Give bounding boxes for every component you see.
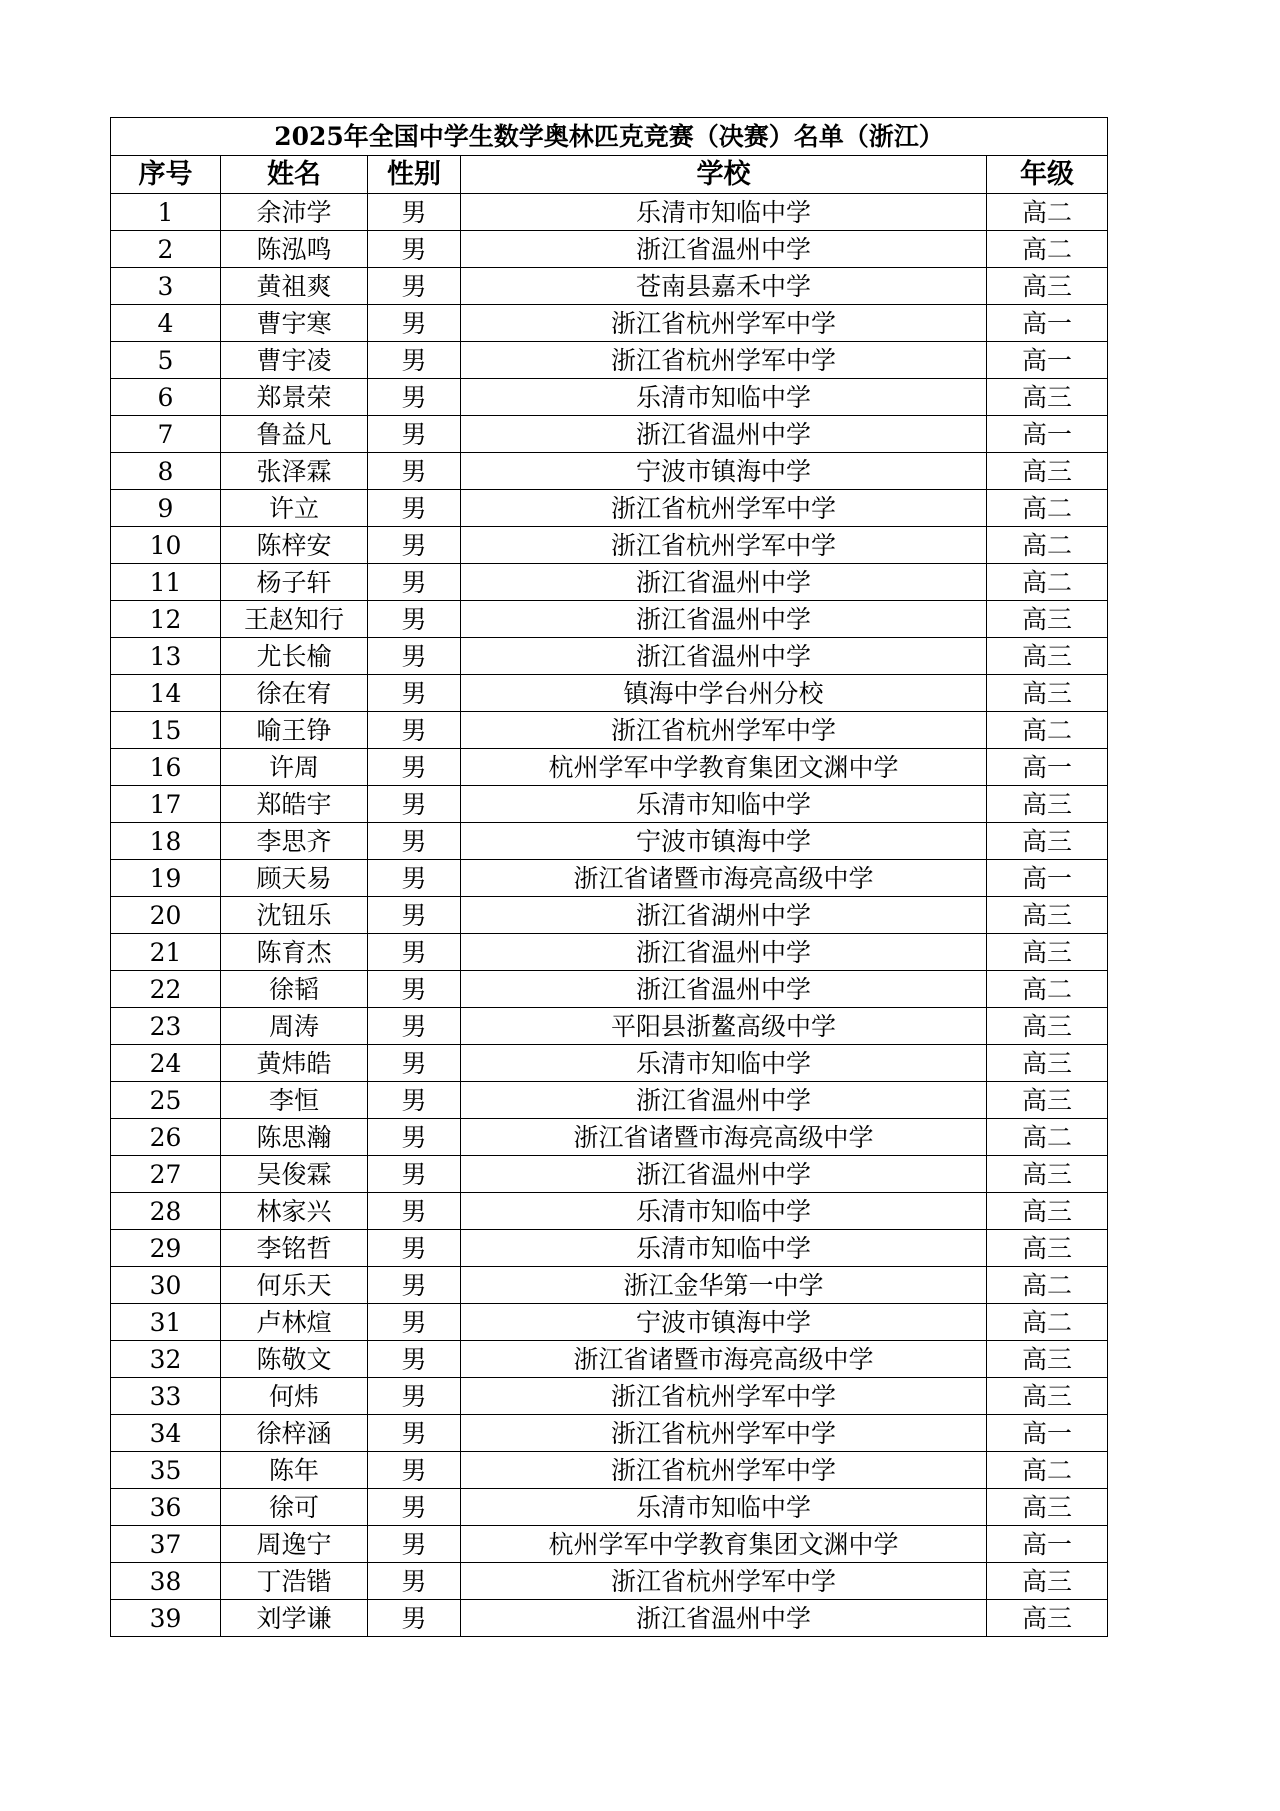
cell-sex: 男	[368, 1193, 461, 1230]
table-row	[111, 268, 1108, 305]
cell-grade: 高三	[987, 1045, 1108, 1082]
cell-name: 王赵知行	[221, 601, 368, 638]
cell-no: 22	[111, 971, 221, 1008]
cell-grade: 高三	[987, 453, 1108, 490]
cell-name: 郑皓宇	[221, 786, 368, 823]
cell-school: 镇海中学台州分校	[461, 675, 987, 712]
cell-school: 浙江省杭州学军中学	[461, 527, 987, 564]
table-row	[111, 1378, 1108, 1415]
cell-name: 陈年	[221, 1452, 368, 1489]
table-row	[111, 1526, 1108, 1563]
cell-name: 周涛	[221, 1008, 368, 1045]
cell-name: 陈泓鸣	[221, 231, 368, 268]
header-grade: 年级	[987, 156, 1108, 194]
cell-sex: 男	[368, 231, 461, 268]
cell-name: 刘学谦	[221, 1600, 368, 1637]
cell-no: 12	[111, 601, 221, 638]
table-row	[111, 416, 1108, 453]
cell-name: 李思齐	[221, 823, 368, 860]
cell-school: 乐清市知临中学	[461, 1045, 987, 1082]
cell-school: 宁波市镇海中学	[461, 1304, 987, 1341]
cell-name: 张泽霖	[221, 453, 368, 490]
cell-grade: 高三	[987, 1193, 1108, 1230]
cell-no: 34	[111, 1415, 221, 1452]
cell-grade: 高一	[987, 416, 1108, 453]
table-row	[111, 231, 1108, 268]
header-sex: 性别	[368, 156, 461, 194]
cell-no: 32	[111, 1341, 221, 1378]
cell-name: 何乐天	[221, 1267, 368, 1304]
cell-no: 38	[111, 1563, 221, 1600]
cell-school: 乐清市知临中学	[461, 786, 987, 823]
cell-sex: 男	[368, 342, 461, 379]
cell-school: 浙江省温州中学	[461, 1156, 987, 1193]
cell-sex: 男	[368, 1452, 461, 1489]
cell-no: 3	[111, 268, 221, 305]
cell-name: 陈敬文	[221, 1341, 368, 1378]
cell-grade: 高三	[987, 786, 1108, 823]
cell-name: 吴俊霖	[221, 1156, 368, 1193]
table-row	[111, 490, 1108, 527]
cell-sex: 男	[368, 1267, 461, 1304]
cell-grade: 高三	[987, 638, 1108, 675]
cell-no: 9	[111, 490, 221, 527]
cell-sex: 男	[368, 897, 461, 934]
cell-no: 24	[111, 1045, 221, 1082]
table-row	[111, 1193, 1108, 1230]
cell-school: 浙江省杭州学军中学	[461, 490, 987, 527]
cell-school: 浙江省温州中学	[461, 934, 987, 971]
cell-sex: 男	[368, 1489, 461, 1526]
cell-no: 4	[111, 305, 221, 342]
cell-sex: 男	[368, 1415, 461, 1452]
cell-sex: 男	[368, 823, 461, 860]
cell-sex: 男	[368, 1378, 461, 1415]
cell-no: 31	[111, 1304, 221, 1341]
cell-name: 徐韬	[221, 971, 368, 1008]
cell-school: 乐清市知临中学	[461, 1489, 987, 1526]
cell-name: 李铭哲	[221, 1230, 368, 1267]
header-school: 学校	[461, 156, 987, 194]
table-row	[111, 1452, 1108, 1489]
cell-no: 19	[111, 860, 221, 897]
table-row	[111, 1563, 1108, 1600]
cell-no: 15	[111, 712, 221, 749]
cell-grade: 高三	[987, 1082, 1108, 1119]
cell-no: 1	[111, 194, 221, 231]
cell-grade: 高三	[987, 601, 1108, 638]
table-row	[111, 934, 1108, 971]
cell-sex: 男	[368, 1526, 461, 1563]
cell-name: 许周	[221, 749, 368, 786]
cell-no: 29	[111, 1230, 221, 1267]
cell-school: 平阳县浙鳌高级中学	[461, 1008, 987, 1045]
cell-sex: 男	[368, 305, 461, 342]
cell-name: 曹宇寒	[221, 305, 368, 342]
cell-sex: 男	[368, 1563, 461, 1600]
cell-grade: 高三	[987, 1600, 1108, 1637]
cell-no: 21	[111, 934, 221, 971]
cell-name: 许立	[221, 490, 368, 527]
table-row	[111, 786, 1108, 823]
cell-no: 23	[111, 1008, 221, 1045]
table-row	[111, 1008, 1108, 1045]
cell-grade: 高二	[987, 194, 1108, 231]
cell-no: 16	[111, 749, 221, 786]
cell-school: 浙江省杭州学军中学	[461, 305, 987, 342]
cell-grade: 高三	[987, 1008, 1108, 1045]
cell-no: 37	[111, 1526, 221, 1563]
cell-grade: 高一	[987, 860, 1108, 897]
cell-sex: 男	[368, 1341, 461, 1378]
cell-sex: 男	[368, 1082, 461, 1119]
cell-school: 浙江省温州中学	[461, 231, 987, 268]
cell-sex: 男	[368, 1119, 461, 1156]
cell-name: 鲁益凡	[221, 416, 368, 453]
cell-grade: 高二	[987, 564, 1108, 601]
cell-sex: 男	[368, 1230, 461, 1267]
cell-grade: 高一	[987, 342, 1108, 379]
cell-grade: 高三	[987, 1341, 1108, 1378]
cell-school: 乐清市知临中学	[461, 1193, 987, 1230]
table-row	[111, 1082, 1108, 1119]
cell-no: 36	[111, 1489, 221, 1526]
cell-sex: 男	[368, 638, 461, 675]
cell-school: 浙江省杭州学军中学	[461, 342, 987, 379]
cell-sex: 男	[368, 490, 461, 527]
cell-school: 浙江省诸暨市海亮高级中学	[461, 1119, 987, 1156]
cell-school: 乐清市知临中学	[461, 194, 987, 231]
cell-sex: 男	[368, 786, 461, 823]
cell-name: 林家兴	[221, 1193, 368, 1230]
cell-school: 浙江省诸暨市海亮高级中学	[461, 1341, 987, 1378]
table-row	[111, 1415, 1108, 1452]
table-row	[111, 1267, 1108, 1304]
cell-grade: 高三	[987, 675, 1108, 712]
cell-no: 7	[111, 416, 221, 453]
cell-school: 浙江省温州中学	[461, 1082, 987, 1119]
cell-school: 浙江省温州中学	[461, 1600, 987, 1637]
cell-sex: 男	[368, 749, 461, 786]
cell-school: 杭州学军中学教育集团文渊中学	[461, 749, 987, 786]
cell-grade: 高二	[987, 527, 1108, 564]
cell-no: 18	[111, 823, 221, 860]
cell-school: 浙江省杭州学军中学	[461, 1378, 987, 1415]
table-row	[111, 823, 1108, 860]
cell-grade: 高二	[987, 712, 1108, 749]
cell-grade: 高二	[987, 490, 1108, 527]
table-row	[111, 601, 1108, 638]
cell-grade: 高一	[987, 749, 1108, 786]
table-row	[111, 379, 1108, 416]
cell-sex: 男	[368, 860, 461, 897]
table-row	[111, 1156, 1108, 1193]
finalists-table	[110, 117, 1108, 1637]
cell-school: 乐清市知临中学	[461, 1230, 987, 1267]
cell-school: 浙江省温州中学	[461, 971, 987, 1008]
cell-no: 13	[111, 638, 221, 675]
cell-school: 浙江省诸暨市海亮高级中学	[461, 860, 987, 897]
cell-name: 何炜	[221, 1378, 368, 1415]
cell-grade: 高三	[987, 934, 1108, 971]
cell-no: 8	[111, 453, 221, 490]
cell-name: 曹宇凌	[221, 342, 368, 379]
cell-no: 14	[111, 675, 221, 712]
cell-no: 17	[111, 786, 221, 823]
cell-sex: 男	[368, 1008, 461, 1045]
cell-sex: 男	[368, 268, 461, 305]
cell-name: 丁浩锴	[221, 1563, 368, 1600]
cell-name: 杨子轩	[221, 564, 368, 601]
cell-school: 浙江省温州中学	[461, 601, 987, 638]
title-row	[111, 118, 1108, 156]
cell-sex: 男	[368, 971, 461, 1008]
table-row	[111, 897, 1108, 934]
cell-name: 尤长榆	[221, 638, 368, 675]
cell-sex: 男	[368, 1600, 461, 1637]
cell-name: 周逸宁	[221, 1526, 368, 1563]
cell-grade: 高二	[987, 971, 1108, 1008]
cell-grade: 高三	[987, 1489, 1108, 1526]
cell-no: 11	[111, 564, 221, 601]
cell-no: 20	[111, 897, 221, 934]
cell-grade: 高一	[987, 1415, 1108, 1452]
cell-name: 余沛学	[221, 194, 368, 231]
cell-sex: 男	[368, 675, 461, 712]
table-row	[111, 453, 1108, 490]
table-title: 2025年全国中学生数学奥林匹克竞赛（决赛）名单（浙江）	[111, 118, 1108, 156]
table-row	[111, 1489, 1108, 1526]
table-row	[111, 1045, 1108, 1082]
cell-no: 33	[111, 1378, 221, 1415]
cell-grade: 高三	[987, 1230, 1108, 1267]
table-row	[111, 1304, 1108, 1341]
cell-grade: 高三	[987, 823, 1108, 860]
cell-school: 宁波市镇海中学	[461, 453, 987, 490]
cell-grade: 高三	[987, 897, 1108, 934]
cell-school: 宁波市镇海中学	[461, 823, 987, 860]
cell-school: 浙江省温州中学	[461, 416, 987, 453]
cell-school: 浙江省杭州学军中学	[461, 1452, 987, 1489]
cell-sex: 男	[368, 527, 461, 564]
cell-sex: 男	[368, 1156, 461, 1193]
cell-school: 浙江省杭州学军中学	[461, 1415, 987, 1452]
cell-sex: 男	[368, 1045, 461, 1082]
cell-name: 黄炜皓	[221, 1045, 368, 1082]
cell-sex: 男	[368, 379, 461, 416]
table-row	[111, 194, 1108, 231]
cell-name: 徐可	[221, 1489, 368, 1526]
cell-grade: 高二	[987, 1452, 1108, 1489]
cell-grade: 高一	[987, 305, 1108, 342]
cell-name: 黄祖爽	[221, 268, 368, 305]
cell-grade: 高二	[987, 1267, 1108, 1304]
cell-grade: 高二	[987, 1119, 1108, 1156]
cell-sex: 男	[368, 712, 461, 749]
cell-name: 郑景荣	[221, 379, 368, 416]
cell-sex: 男	[368, 194, 461, 231]
cell-school: 浙江省杭州学军中学	[461, 1563, 987, 1600]
cell-name: 顾天易	[221, 860, 368, 897]
cell-grade: 高三	[987, 1156, 1108, 1193]
cell-grade: 高三	[987, 1378, 1108, 1415]
cell-no: 26	[111, 1119, 221, 1156]
table-row	[111, 638, 1108, 675]
cell-name: 陈思瀚	[221, 1119, 368, 1156]
table-body	[111, 194, 1108, 1637]
cell-sex: 男	[368, 1304, 461, 1341]
table-row	[111, 971, 1108, 1008]
cell-name: 卢林煊	[221, 1304, 368, 1341]
cell-no: 5	[111, 342, 221, 379]
cell-no: 35	[111, 1452, 221, 1489]
cell-no: 6	[111, 379, 221, 416]
cell-sex: 男	[368, 453, 461, 490]
cell-grade: 高三	[987, 379, 1108, 416]
table-row	[111, 1119, 1108, 1156]
cell-school: 浙江省温州中学	[461, 638, 987, 675]
table-row	[111, 1341, 1108, 1378]
table-row	[111, 527, 1108, 564]
cell-name: 李恒	[221, 1082, 368, 1119]
cell-name: 陈育杰	[221, 934, 368, 971]
table-row	[111, 860, 1108, 897]
cell-grade: 高三	[987, 268, 1108, 305]
cell-grade: 高一	[987, 1526, 1108, 1563]
cell-no: 2	[111, 231, 221, 268]
cell-school: 浙江省湖州中学	[461, 897, 987, 934]
cell-sex: 男	[368, 934, 461, 971]
header-row	[111, 156, 1108, 194]
cell-name: 喻王铮	[221, 712, 368, 749]
cell-name: 沈钮乐	[221, 897, 368, 934]
cell-school: 浙江金华第一中学	[461, 1267, 987, 1304]
table-row	[111, 712, 1108, 749]
table-row	[111, 749, 1108, 786]
cell-no: 30	[111, 1267, 221, 1304]
cell-grade: 高二	[987, 1304, 1108, 1341]
table-row	[111, 1600, 1108, 1637]
cell-no: 27	[111, 1156, 221, 1193]
cell-name: 徐梓涵	[221, 1415, 368, 1452]
cell-school: 浙江省温州中学	[461, 564, 987, 601]
cell-grade: 高三	[987, 1563, 1108, 1600]
table-row	[111, 342, 1108, 379]
cell-sex: 男	[368, 601, 461, 638]
table-row	[111, 564, 1108, 601]
table-row	[111, 305, 1108, 342]
header-name: 姓名	[221, 156, 368, 194]
cell-school: 浙江省杭州学军中学	[461, 712, 987, 749]
cell-sex: 男	[368, 416, 461, 453]
cell-no: 25	[111, 1082, 221, 1119]
cell-grade: 高二	[987, 231, 1108, 268]
cell-no: 39	[111, 1600, 221, 1637]
header-no: 序号	[111, 156, 221, 194]
cell-sex: 男	[368, 564, 461, 601]
cell-school: 苍南县嘉禾中学	[461, 268, 987, 305]
cell-name: 陈梓安	[221, 527, 368, 564]
table-row	[111, 675, 1108, 712]
cell-no: 28	[111, 1193, 221, 1230]
cell-no: 10	[111, 527, 221, 564]
cell-name: 徐在宥	[221, 675, 368, 712]
cell-school: 乐清市知临中学	[461, 379, 987, 416]
cell-school: 杭州学军中学教育集团文渊中学	[461, 1526, 987, 1563]
table-row	[111, 1230, 1108, 1267]
